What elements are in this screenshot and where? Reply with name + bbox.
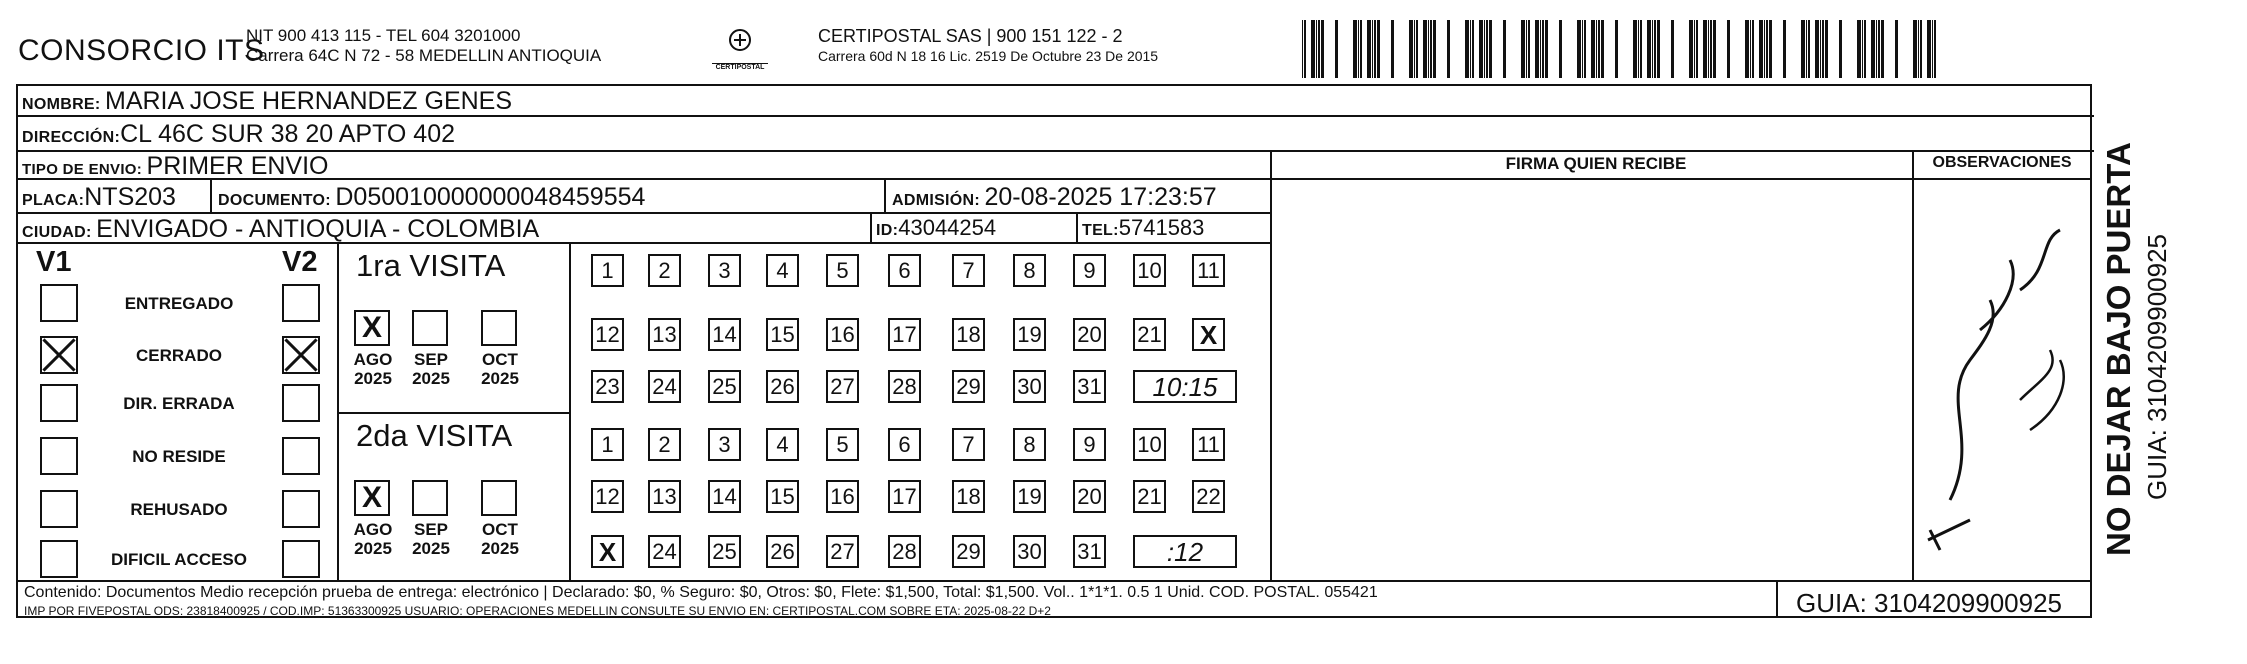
day-box[interactable]: 18 <box>952 480 985 513</box>
day-box[interactable]: 5 <box>826 428 859 461</box>
id-label: ID: <box>876 222 899 239</box>
day-box[interactable]: 24 <box>648 370 681 403</box>
month-year: 2025 <box>481 539 519 558</box>
observaciones-handwriting <box>1910 200 2090 570</box>
barcode <box>1302 20 1937 78</box>
footer-line-2: IMP POR FIVEPOSTAL ODS: 23818400925 / COD.IMP: 51363300925 USUARIO: OPERACIONES MEDELLIN CONSULTE SU ENVIO EN: CERTIPOSTAL.COM SOBRE ETA: 2025-08-22 D+2 <box>24 604 1051 618</box>
tipo-label: TIPO DE ENVIO: <box>22 161 143 178</box>
day-box[interactable]: X <box>591 535 624 568</box>
month-checkbox[interactable] <box>412 480 448 516</box>
v2-checkbox[interactable] <box>282 437 320 475</box>
company-info <box>246 26 601 66</box>
footer-line-1: Contenido: Documentos Medio recepción prueba de entrega: electrónico | Declarado: $0, % Seguro: $0, Otros: $0, Flete: $1,500, Total: $1,500. Vol.. 1*1*1. 0.5 1 Unid. COD. POSTAL. 055421 <box>24 584 1378 601</box>
firma-label: FIRMA QUIEN RECIBE <box>1505 154 1687 173</box>
day-box[interactable]: 30 <box>1013 535 1046 568</box>
v2-header: V2 <box>282 246 318 278</box>
day-box[interactable]: 17 <box>888 480 921 513</box>
status-label: REHUSADO <box>130 500 228 519</box>
visit-1-title: 1ra VISITA <box>356 248 506 283</box>
company-line-1: NIT 900 413 115 - TEL 604 3201000 <box>246 26 521 45</box>
status-label: DIR. ERRADA <box>123 394 235 413</box>
day-box[interactable]: 15 <box>766 318 799 351</box>
day-box[interactable]: 28 <box>888 370 921 403</box>
documento-label: DOCUMENTO: <box>218 192 331 209</box>
month-label <box>406 520 456 558</box>
month-checkbox[interactable] <box>412 310 448 346</box>
side-guia: GUIA: 3104209900925 <box>2142 234 2172 500</box>
visit-time[interactable]: 10:15 <box>1133 370 1237 403</box>
placa-divider <box>210 180 212 212</box>
day-box[interactable]: 26 <box>766 535 799 568</box>
months-divider <box>569 244 571 580</box>
tel-label: TEL: <box>1082 222 1119 239</box>
day-box[interactable]: 29 <box>952 535 985 568</box>
v1-checkbox[interactable] <box>40 336 78 374</box>
footer-divider <box>1776 580 1778 618</box>
row-ciudad <box>18 214 1272 244</box>
courier-line-2: Carrera 60d N 18 16 Lic. 2519 De Octubre 23 De 2015 <box>818 48 1159 64</box>
month-checkbox[interactable]: X <box>354 310 390 346</box>
day-box[interactable]: 29 <box>952 370 985 403</box>
month-year: 2025 <box>481 369 519 388</box>
day-box[interactable]: 6 <box>888 428 921 461</box>
day-box[interactable]: 19 <box>1013 318 1046 351</box>
courier-logo <box>712 28 768 71</box>
day-box[interactable]: 7 <box>952 254 985 287</box>
day-box[interactable]: 21 <box>1133 318 1166 351</box>
day-box[interactable]: 1 <box>591 254 624 287</box>
month-year: 2025 <box>412 539 450 558</box>
month-name: OCT <box>482 520 518 539</box>
day-box[interactable]: 24 <box>648 535 681 568</box>
day-box[interactable]: 12 <box>591 318 624 351</box>
day-box[interactable]: 13 <box>648 318 681 351</box>
month-name: OCT <box>482 350 518 369</box>
courier-line-1: CERTIPOSTAL SAS | 900 151 122 - 2 <box>818 26 1123 46</box>
row-direccion <box>18 117 2094 152</box>
day-box[interactable]: 4 <box>766 254 799 287</box>
month-name: AGO <box>353 350 393 369</box>
day-box[interactable]: 20 <box>1073 480 1106 513</box>
direccion-value: CL 46C SUR 38 20 APTO 402 <box>120 120 456 148</box>
day-box[interactable]: 14 <box>708 480 741 513</box>
row-nombre <box>18 84 2094 117</box>
documento-value: D050010000000048459554 <box>335 183 646 211</box>
admision-divider <box>884 180 886 212</box>
v1-checkbox[interactable] <box>40 384 78 422</box>
v1-checkbox[interactable] <box>40 437 78 475</box>
v2-checkbox[interactable] <box>282 284 320 322</box>
day-box[interactable]: 30 <box>1013 370 1046 403</box>
day-box[interactable]: 11 <box>1192 428 1225 461</box>
v1-checkbox[interactable] <box>40 284 78 322</box>
visit-time[interactable]: :12 <box>1133 535 1237 568</box>
placa-value: NTS203 <box>84 183 176 211</box>
day-box[interactable]: 28 <box>888 535 921 568</box>
nombre-value: MARIA JOSE HERNANDEZ GENES <box>105 87 513 115</box>
v2-checkbox[interactable] <box>282 540 320 578</box>
day-box[interactable]: 8 <box>1013 428 1046 461</box>
row-tipo <box>18 152 1272 180</box>
day-box[interactable]: 2 <box>648 254 681 287</box>
courier-logo-text: CERTIPOSTAL <box>712 63 768 71</box>
month-label <box>348 520 398 558</box>
day-box[interactable]: 15 <box>766 480 799 513</box>
ciudad-value: ENVIGADO - ANTIOQUIA - COLOMBIA <box>96 215 540 243</box>
month-year: 2025 <box>412 369 450 388</box>
month-label <box>475 520 525 558</box>
row-placa <box>18 180 1272 214</box>
month-name: SEP <box>413 520 449 539</box>
status-label: ENTREGADO <box>124 294 234 313</box>
day-box[interactable]: 17 <box>888 318 921 351</box>
side-warning: NO DEJAR BAJO PUERTA <box>2100 142 2137 556</box>
courier-logo-icon <box>722 28 758 58</box>
day-box[interactable]: 22 <box>1192 480 1225 513</box>
tel-divider <box>1076 214 1078 242</box>
day-box[interactable]: 19 <box>1013 480 1046 513</box>
day-box[interactable]: 25 <box>708 370 741 403</box>
tipo-value: PRIMER ENVIO <box>146 152 329 180</box>
day-box[interactable]: 7 <box>952 428 985 461</box>
day-box[interactable]: 13 <box>648 480 681 513</box>
month-checkbox[interactable]: X <box>354 480 390 516</box>
month-name: AGO <box>353 520 393 539</box>
footer-guia: GUIA: 3104209900925 <box>1796 588 2062 618</box>
status-label: CERRADO <box>136 346 222 365</box>
day-box[interactable]: 11 <box>1192 254 1225 287</box>
visit-2-title: 2da VISITA <box>356 418 513 453</box>
day-box[interactable]: 16 <box>826 318 859 351</box>
day-box[interactable]: 27 <box>826 535 859 568</box>
day-box[interactable]: 3 <box>708 254 741 287</box>
placa-label: PLACA: <box>22 192 85 209</box>
nombre-label: NOMBRE: <box>22 96 101 113</box>
day-box[interactable]: 9 <box>1073 254 1106 287</box>
footer-line <box>16 580 2092 582</box>
status-label: DIFICIL ACCESO <box>110 550 247 569</box>
day-box[interactable]: 5 <box>826 254 859 287</box>
day-box[interactable]: 18 <box>952 318 985 351</box>
month-label <box>348 350 398 388</box>
id-divider <box>870 214 872 242</box>
day-box[interactable]: 3 <box>708 428 741 461</box>
day-box[interactable]: 2 <box>648 428 681 461</box>
tel-value: 5741583 <box>1118 215 1205 240</box>
day-box[interactable]: 31 <box>1073 370 1106 403</box>
visits-mid-line <box>337 412 569 414</box>
v1-checkbox[interactable] <box>40 490 78 528</box>
day-box[interactable]: 31 <box>1073 535 1106 568</box>
month-year: 2025 <box>354 539 392 558</box>
admision-label: ADMISIÓN: <box>892 192 981 209</box>
day-box[interactable]: 20 <box>1073 318 1106 351</box>
day-box[interactable]: 27 <box>826 370 859 403</box>
day-box[interactable]: 21 <box>1133 480 1166 513</box>
day-box[interactable]: 12 <box>591 480 624 513</box>
day-box[interactable]: 10 <box>1133 254 1166 287</box>
day-box[interactable]: 16 <box>826 480 859 513</box>
v1-header: V1 <box>36 246 72 278</box>
v2-checkbox[interactable] <box>282 384 320 422</box>
courier-info <box>818 26 1158 66</box>
company-name: CONSORCIO ITS <box>18 34 265 67</box>
v2-checkbox[interactable] <box>282 336 320 374</box>
day-box[interactable]: X <box>1192 318 1225 351</box>
month-year: 2025 <box>354 369 392 388</box>
status-label: NO RESIDE <box>132 447 226 466</box>
day-box[interactable]: 8 <box>1013 254 1046 287</box>
month-label <box>475 350 525 388</box>
admision-value: 20-08-2025 17:23:57 <box>984 183 1217 211</box>
v1-checkbox[interactable] <box>40 540 78 578</box>
day-box[interactable]: 14 <box>708 318 741 351</box>
observaciones-label: OBSERVACIONES <box>1932 154 2072 171</box>
day-box[interactable]: 26 <box>766 370 799 403</box>
handwriting-drawing <box>1910 200 2090 570</box>
signature-header-line <box>1270 178 2092 180</box>
day-box[interactable]: 4 <box>766 428 799 461</box>
month-checkbox[interactable] <box>481 480 517 516</box>
day-box[interactable]: 10 <box>1133 428 1166 461</box>
company-line-2: Carrera 64C N 72 - 58 MEDELLIN ANTIOQUIA <box>246 46 602 65</box>
ciudad-label: CIUDAD: <box>22 224 92 241</box>
v2-checkbox[interactable] <box>282 490 320 528</box>
day-box[interactable]: 6 <box>888 254 921 287</box>
direccion-label: DIRECCIÓN: <box>22 129 121 146</box>
day-box[interactable]: 9 <box>1073 428 1106 461</box>
day-box[interactable]: 1 <box>591 428 624 461</box>
month-label <box>406 350 456 388</box>
month-name: SEP <box>413 350 449 369</box>
month-checkbox[interactable] <box>481 310 517 346</box>
day-box[interactable]: 25 <box>708 535 741 568</box>
id-value: 43044254 <box>898 215 997 240</box>
day-box[interactable]: 23 <box>591 370 624 403</box>
